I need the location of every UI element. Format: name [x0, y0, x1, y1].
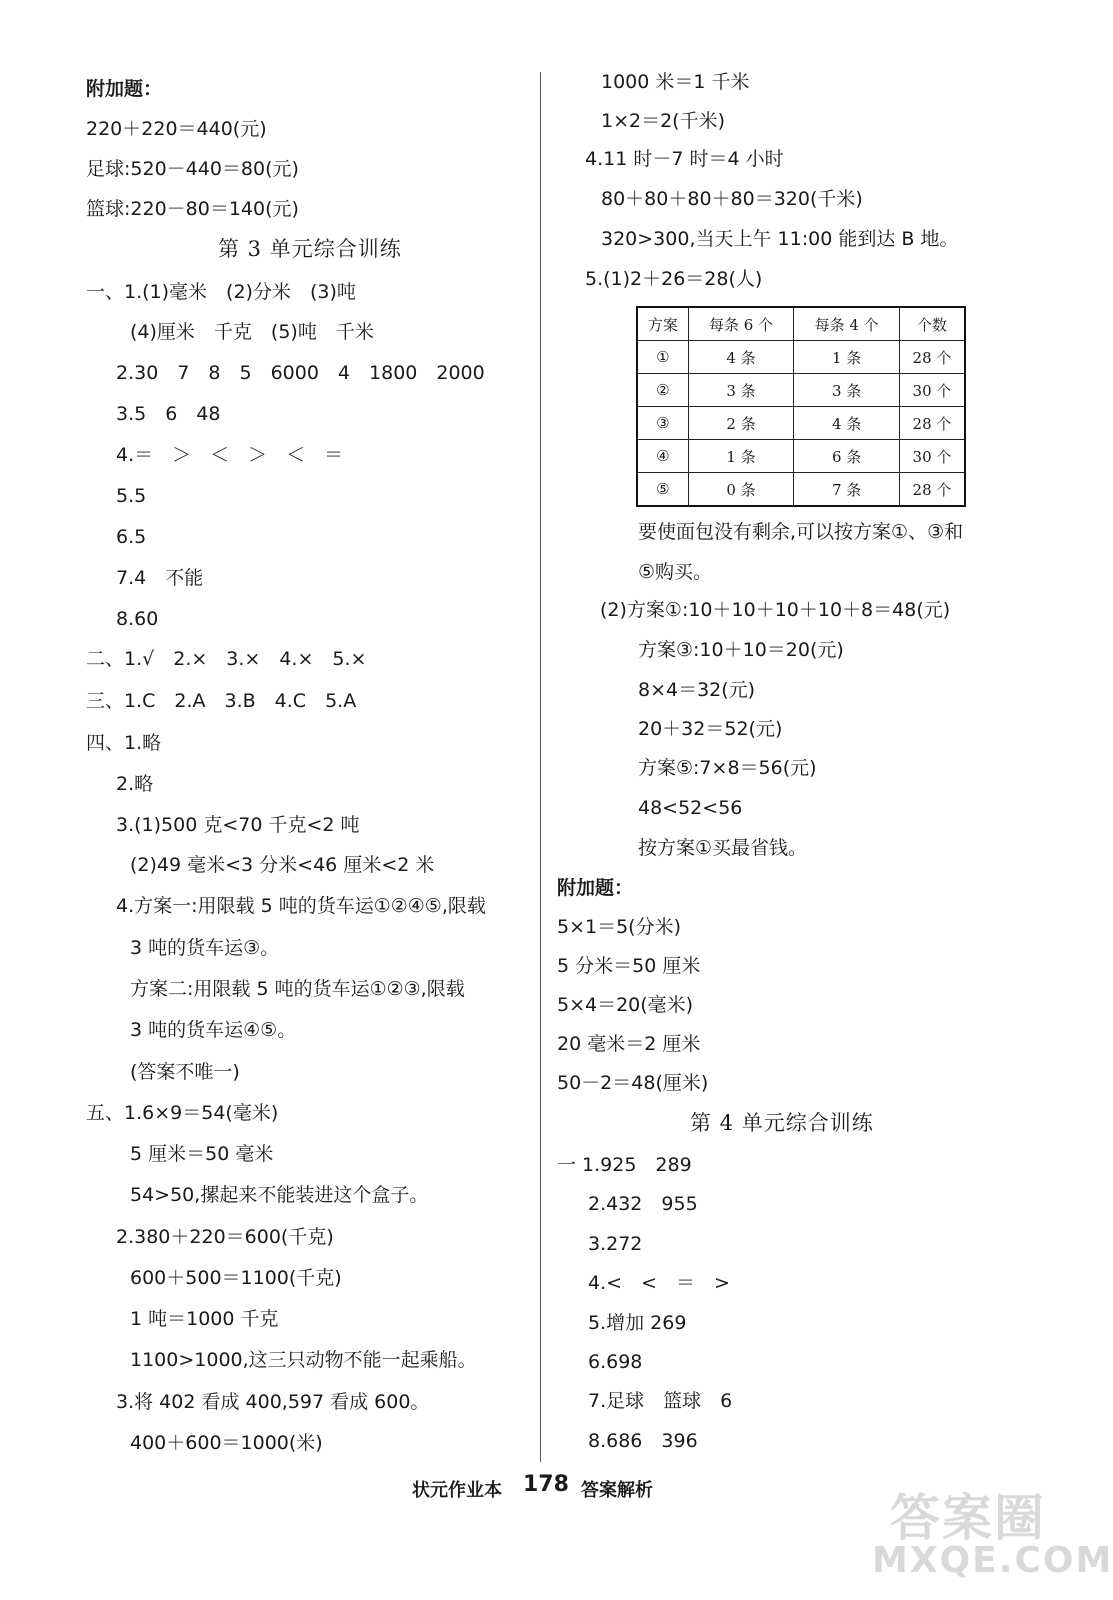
table-cell: 30 个: [899, 440, 965, 473]
answer-line: 5.增加 269: [588, 1312, 687, 1334]
bonus-label: 附加题：: [86, 78, 163, 100]
table-row: [637, 440, 965, 473]
answer-line: 3.5 6 48: [116, 403, 221, 425]
table-row: [637, 374, 965, 407]
footer-book-title: 状元作业本: [412, 1480, 502, 1501]
answer-line: 20＋32＝52(元): [638, 718, 783, 740]
watermark-logo: 答案圈: [890, 1489, 1046, 1547]
answer-line: 400＋600＝1000(米): [130, 1432, 323, 1454]
answer-line: 4.方案一:用限载 5 吨的货车运①②④⑤,限载: [116, 895, 486, 917]
answer-line: 1000 米＝1 千米: [601, 71, 750, 93]
table-header-cell: 个数: [899, 307, 965, 341]
answer-line: 6.698: [588, 1351, 643, 1373]
table-cell: 3 条: [794, 374, 900, 407]
answer-line: 足球:520－440＝80(元): [86, 158, 299, 180]
answer-line: 5.5: [116, 485, 147, 507]
answer-line: 2.略: [116, 773, 154, 795]
answer-line: 8.60: [116, 608, 159, 630]
answer-line: 五、1.6×9＝54(毫米): [86, 1102, 279, 1124]
answer-line: 48<52<56: [638, 797, 743, 819]
table-cell: 7 条: [794, 473, 900, 507]
answer-line: 2.30 7 8 5 6000 4 1800 2000: [116, 362, 485, 384]
answer-line: 20 毫米＝2 厘米: [557, 1033, 701, 1055]
plan-table: [636, 306, 966, 507]
answer-line: 8×4＝32(元): [638, 679, 756, 701]
answer-line: 4.< < ＝ >: [588, 1272, 730, 1294]
answer-line: 1 吨＝1000 千克: [130, 1308, 279, 1330]
answer-line: 3.(1)500 克<70 千克<2 吨: [116, 814, 360, 836]
answer-line: 5 厘米＝50 毫米: [130, 1143, 274, 1165]
answer-line: 600＋500＝1100(千克): [130, 1267, 342, 1289]
table-cell: 2 条: [688, 407, 794, 440]
answer-line: 1×2＝2(千米): [601, 110, 726, 132]
column-divider: [540, 72, 541, 1462]
answer-line: (4)厘米 千克 (5)吨 千米: [130, 321, 374, 343]
answer-line: 方案二:用限载 5 吨的货车运①②③,限载: [130, 978, 465, 1000]
table-cell: 30 个: [899, 374, 965, 407]
answer-line: 7.4 不能: [116, 567, 204, 589]
answer-line: 4.＝ ＞ ＜ ＞ ＜ ＝: [116, 444, 344, 466]
table-row: [637, 473, 965, 507]
table-cell: ②: [637, 374, 688, 407]
watermark-url: MXQE.COM: [872, 1540, 1113, 1581]
answer-line: (2)49 毫米<3 分米<46 厘米<2 米: [130, 854, 435, 876]
answer-line: 80＋80＋80＋80＝320(千米): [601, 188, 863, 210]
table-header-cell: 每条 6 个: [688, 307, 794, 341]
answer-line: 4.11 时－7 时＝4 小时: [585, 148, 784, 170]
answer-line: 5×4＝20(毫米): [557, 994, 694, 1016]
answer-line: (答案不唯一): [130, 1061, 240, 1083]
table-cell: ①: [637, 341, 688, 374]
answer-line: 220＋220＝440(元): [86, 118, 267, 140]
table-cell: 4 条: [794, 407, 900, 440]
bonus-label: 附加题：: [557, 877, 634, 899]
table-cell: ④: [637, 440, 688, 473]
page-number: 178: [523, 1472, 569, 1497]
answer-line: 2.432 955: [588, 1193, 698, 1215]
answer-line: 1100>1000,这三只动物不能一起乘船。: [130, 1349, 477, 1371]
table-cell: 28 个: [899, 473, 965, 507]
table-cell: 28 个: [899, 341, 965, 374]
answer-line: 50－2＝48(厘米): [557, 1072, 709, 1094]
answer-line: 四、1.略: [86, 732, 162, 754]
answer-line: 二、1.√ 2.× 3.× 4.× 5.×: [86, 648, 367, 670]
answer-line: 3 吨的货车运④⑤。: [130, 1019, 297, 1041]
unit-4-title: 第 4 单元综合训练: [690, 1111, 874, 1135]
answer-line: 三、1.C 2.A 3.B 4.C 5.A: [86, 690, 357, 712]
answer-line: 3.将 402 看成 400,597 看成 600。: [116, 1391, 430, 1413]
table-header-cell: 方案: [637, 307, 688, 341]
answer-line: 一 1.925 289: [557, 1154, 692, 1176]
answer-line: 要使面包没有剩余,可以按方案①、③和: [638, 521, 964, 543]
answer-line: 方案③:10＋10＝20(元): [638, 639, 844, 661]
answer-line: 54>50,摞起来不能装进这个盒子。: [130, 1184, 429, 1206]
table-cell: 6 条: [794, 440, 900, 473]
answer-line: 5.(1)2＋26＝28(人): [585, 268, 763, 290]
answer-line: 5 分米＝50 厘米: [557, 955, 701, 977]
table-header-cell: 每条 4 个: [794, 307, 900, 341]
answer-line: 6.5: [116, 526, 147, 548]
answer-line: 2.380＋220＝600(千克): [116, 1226, 334, 1248]
table-cell: 0 条: [688, 473, 794, 507]
table-cell: 4 条: [688, 341, 794, 374]
table-cell: ⑤: [637, 473, 688, 507]
answer-line: 7.足球 篮球 6: [588, 1390, 733, 1412]
table-cell: 1 条: [794, 341, 900, 374]
answer-line: 5×1＝5(分米): [557, 916, 682, 938]
table-cell: 1 条: [688, 440, 794, 473]
table-row: [637, 341, 965, 374]
table-row: [637, 407, 965, 440]
table-cell: ③: [637, 407, 688, 440]
unit-3-title: 第 3 单元综合训练: [218, 237, 402, 261]
answer-line: 3.272: [588, 1233, 643, 1255]
answer-line: 一、1.(1)毫米 (2)分米 (3)吨: [86, 281, 356, 303]
answer-line: 篮球:220－80＝140(元): [86, 198, 299, 220]
footer-section-title: 答案解析: [581, 1480, 653, 1501]
answer-line: 320>300,当天上午 11:00 能到达 B 地。: [601, 228, 959, 250]
answer-line: 按方案①买最省钱。: [638, 837, 808, 859]
table-cell: 28 个: [899, 407, 965, 440]
answer-line: (2)方案①:10＋10＋10＋10＋8＝48(元): [600, 599, 951, 621]
table-cell: 3 条: [688, 374, 794, 407]
answer-line: 方案⑤:7×8＝56(元): [638, 757, 817, 779]
answer-line: ⑤购买。: [638, 561, 713, 583]
answer-line: 8.686 396: [588, 1430, 698, 1452]
answer-line: 3 吨的货车运③。: [130, 937, 280, 959]
table-header-row: [637, 307, 965, 341]
